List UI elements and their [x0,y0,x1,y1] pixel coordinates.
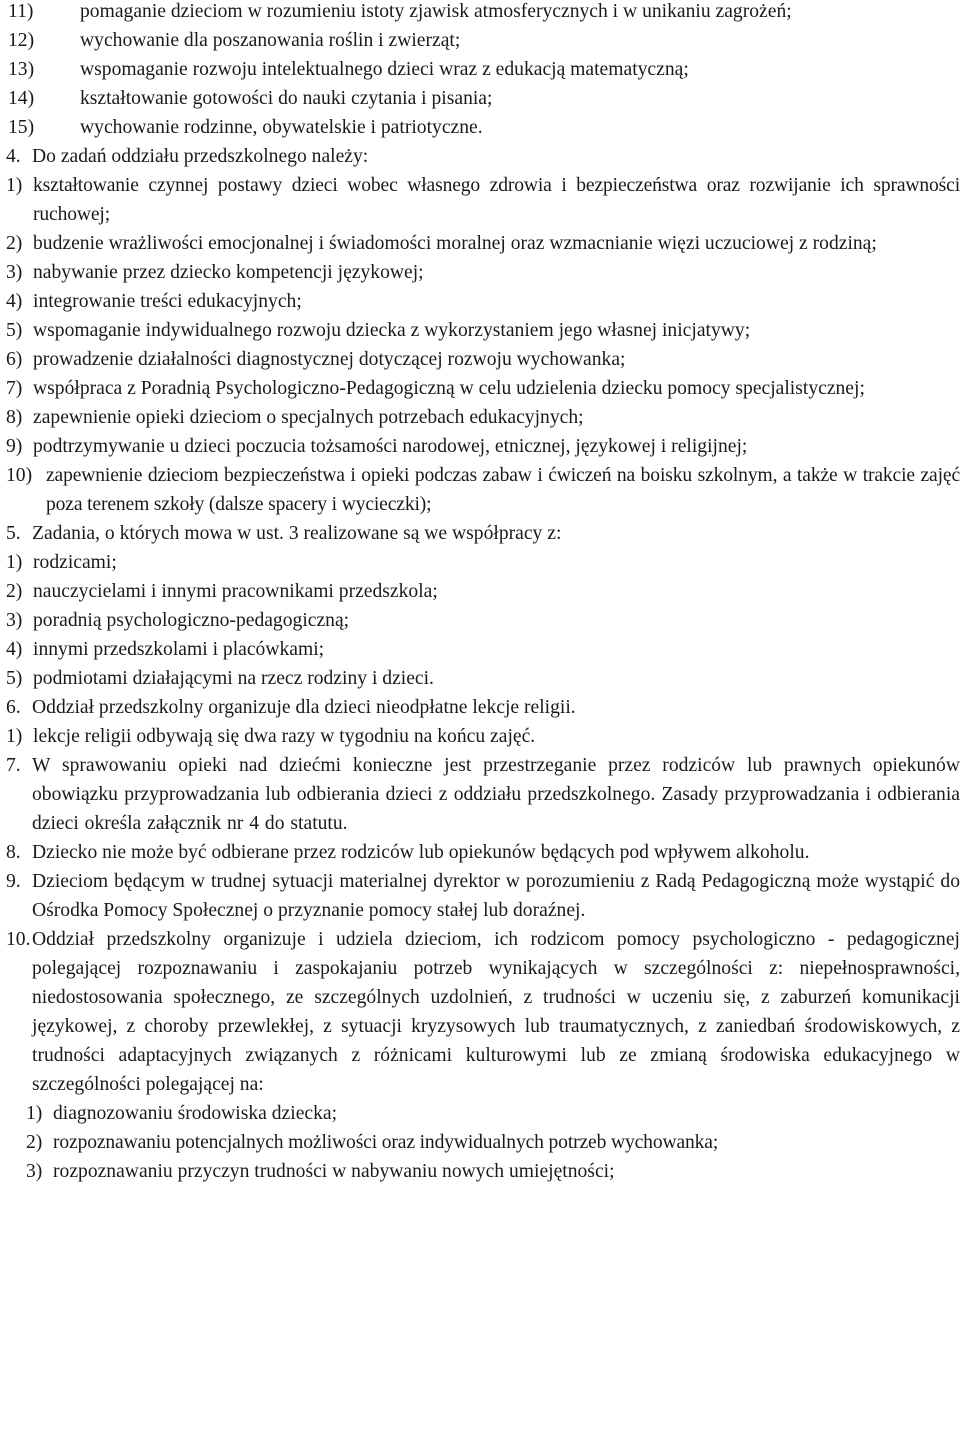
item-text: integrowanie treści edukacyjnych; [33,291,302,312]
item-text: prowadzenie działalności diagnostycznej dotyczącej rozwoju wychowanka; [33,349,626,370]
section-6 [0,693,960,722]
section-text: Zadania, o których mowa w ust. 3 realizowane są we współpracy z: [32,523,562,544]
item-number: 2) [26,1132,43,1153]
item-number: 3) [26,1161,43,1182]
section-text: W sprawowaniu opieki nad dziećmi konieczne jest przestrzeganie przez rodziców lub prawnych opiekunów obowiązku przyprowadzania lub odbierania dzieci z oddziału przedszkolnego. Zasady przyprowadzania i odbierania dzieci określa załącznik nr 4 do statutu. [32,755,960,834]
item-text: kształtowanie gotowości do nauki czytania i pisania; [80,88,493,109]
section-5 [0,519,960,548]
section-text: Oddział przedszkolny organizuje i udziela dzieciom, ich rodzicom pomocy psychologiczno - pedagogicznej polegającej rozpoznawaniu i zaspokajaniu potrzeb wynikających w szczególności z: niepełnosprawności, niedostosowania społecznego, ze szczególnych uzdolnień, z trudności w uczeniu się, z zaburzeń komunikacji językowej, z choroby przewlekłej, z sytuacji kryzysowych lub traumatycznych, z zaniedbań środowiskowych, z trudności adaptacyjnych związanych z różnicami kulturowymi lub ze zmianą środowiska edukacyjnego w szczególności polegającej na: [32,929,960,1095]
item-number: 3) [6,262,23,283]
item-text: zapewnienie dzieciom bezpieczeństwa i opieki podczas zabaw i ćwiczeń na boisku szkolnym, a także w trakcie zajęć poza terenem szkoły (dalsze spacery i wycieczki); [46,465,960,515]
list-item [0,374,960,403]
item-number: 14) [8,88,35,109]
item-text: kształtowanie czynnej postawy dzieci wobec własnego zdrowia i bezpieczeństwa oraz rozwijanie ich sprawności ruchowej; [33,175,960,225]
item-text: poradnią psychologiczno-pedagogiczną; [33,610,350,631]
list-item [0,577,960,606]
item-number: 1) [6,552,23,573]
list-item [0,1099,960,1128]
item-text: wychowanie rodzinne, obywatelskie i patriotyczne. [80,117,483,138]
item-number: 11) [8,1,34,22]
list-item [0,606,960,635]
list-item [0,461,960,519]
item-text: współpraca z Poradnią Psychologiczno-Pedagogiczną w celu udzielenia dziecku pomocy specjalistycznej; [33,378,865,399]
item-text: wychowanie dla poszanowania roślin i zwierząt; [80,30,461,51]
section-text: Dzieciom będącym w trudnej sytuacji materialnej dyrektor w porozumieniu z Radą Pedagogiczną może wystąpić do Ośrodka Pomocy Społecznej o przyznanie pomocy stałej lub doraźnej. [32,871,960,921]
section-number: 7. [6,755,21,776]
list-item [0,722,960,751]
item-text: diagnozowaniu środowiska dziecka; [53,1103,338,1124]
list-item [0,432,960,461]
item-text: pomaganie dzieciom w rozumieniu istoty zjawisk atmosferycznych i w unikaniu zagrożeń; [80,1,792,22]
item-number: 5) [6,668,23,689]
item-text: wspomaganie rozwoju intelektualnego dzieci wraz z edukacją matematyczną; [80,59,689,80]
item-number: 8) [6,407,23,428]
list-item [0,113,960,142]
section-9 [0,867,960,925]
item-number: 5) [6,320,23,341]
section-10 [0,925,960,1099]
list-item [0,55,960,84]
item-text: nauczycielami i innymi pracownikami przedszkola; [33,581,438,602]
item-number: 1) [26,1103,43,1124]
section-number: 4. [6,146,21,167]
list-item [0,635,960,664]
item-number: 2) [6,233,23,254]
list-item [0,548,960,577]
item-number: 13) [8,59,35,80]
list-item [0,1128,960,1157]
item-number: 15) [8,117,35,138]
item-text: zapewnienie opieki dzieciom o specjalnych potrzebach edukacyjnych; [33,407,584,428]
list-item [0,345,960,374]
item-text: nabywanie przez dziecko kompetencji językowej; [33,262,424,283]
item-number: 1) [6,726,23,747]
section-text: Dziecko nie może być odbierane przez rodziców lub opiekunów będących pod wpływem alkoholu. [32,842,810,863]
item-number: 6) [6,349,23,370]
item-number: 7) [6,378,23,399]
item-number: 3) [6,610,23,631]
list-item [0,171,960,229]
section-text: Oddział przedszkolny organizuje dla dzieci nieodpłatne lekcje religii. [32,697,576,718]
section-number: 5. [6,523,21,544]
item-text: rodzicami; [33,552,117,573]
item-text: budzenie wrażliwości emocjonalnej i świadomości moralnej oraz wzmacnianie więzi uczuciowej z rodziną; [33,233,877,254]
list-item [0,1157,960,1186]
item-text: podmiotami działającymi na rzecz rodziny i dzieci. [33,668,434,689]
item-number: 12) [8,30,35,51]
item-number: 1) [6,175,23,196]
item-number: 4) [6,291,23,312]
item-text: rozpoznawaniu potencjalnych możliwości oraz indywidualnych potrzeb wychowanka; [53,1132,719,1153]
item-number: 4) [6,639,23,660]
item-number: 2) [6,581,23,602]
section-7 [0,751,960,838]
list-item [0,664,960,693]
section-8 [0,838,960,867]
list-item [0,229,960,258]
item-text: podtrzymywanie u dzieci poczucia tożsamości narodowej, etnicznej, językowej i religijnej; [33,436,748,457]
section-number: 8. [6,842,21,863]
list-item [0,287,960,316]
list-item [0,26,960,55]
item-text: innymi przedszkolami i placówkami; [33,639,325,660]
item-text: rozpoznawaniu przyczyn trudności w nabywaniu nowych umiejętności; [53,1161,615,1182]
item-text: wspomaganie indywidualnego rozwoju dziecka z wykorzystaniem jego własnej inicjatywy; [33,320,751,341]
item-number: 10) [6,465,33,486]
list-item [0,84,960,113]
item-text: lekcje religii odbywają się dwa razy w tygodniu na końcu zajęć. [33,726,536,747]
section-number: 10. [6,929,31,950]
section-text: Do zadań oddziału przedszkolnego należy: [32,146,369,167]
list-item [0,258,960,287]
list-item [0,0,960,26]
item-number: 9) [6,436,23,457]
list-item [0,316,960,345]
section-number: 9. [6,871,21,892]
section-number: 6. [6,697,21,718]
list-item [0,403,960,432]
section-4 [0,142,960,171]
